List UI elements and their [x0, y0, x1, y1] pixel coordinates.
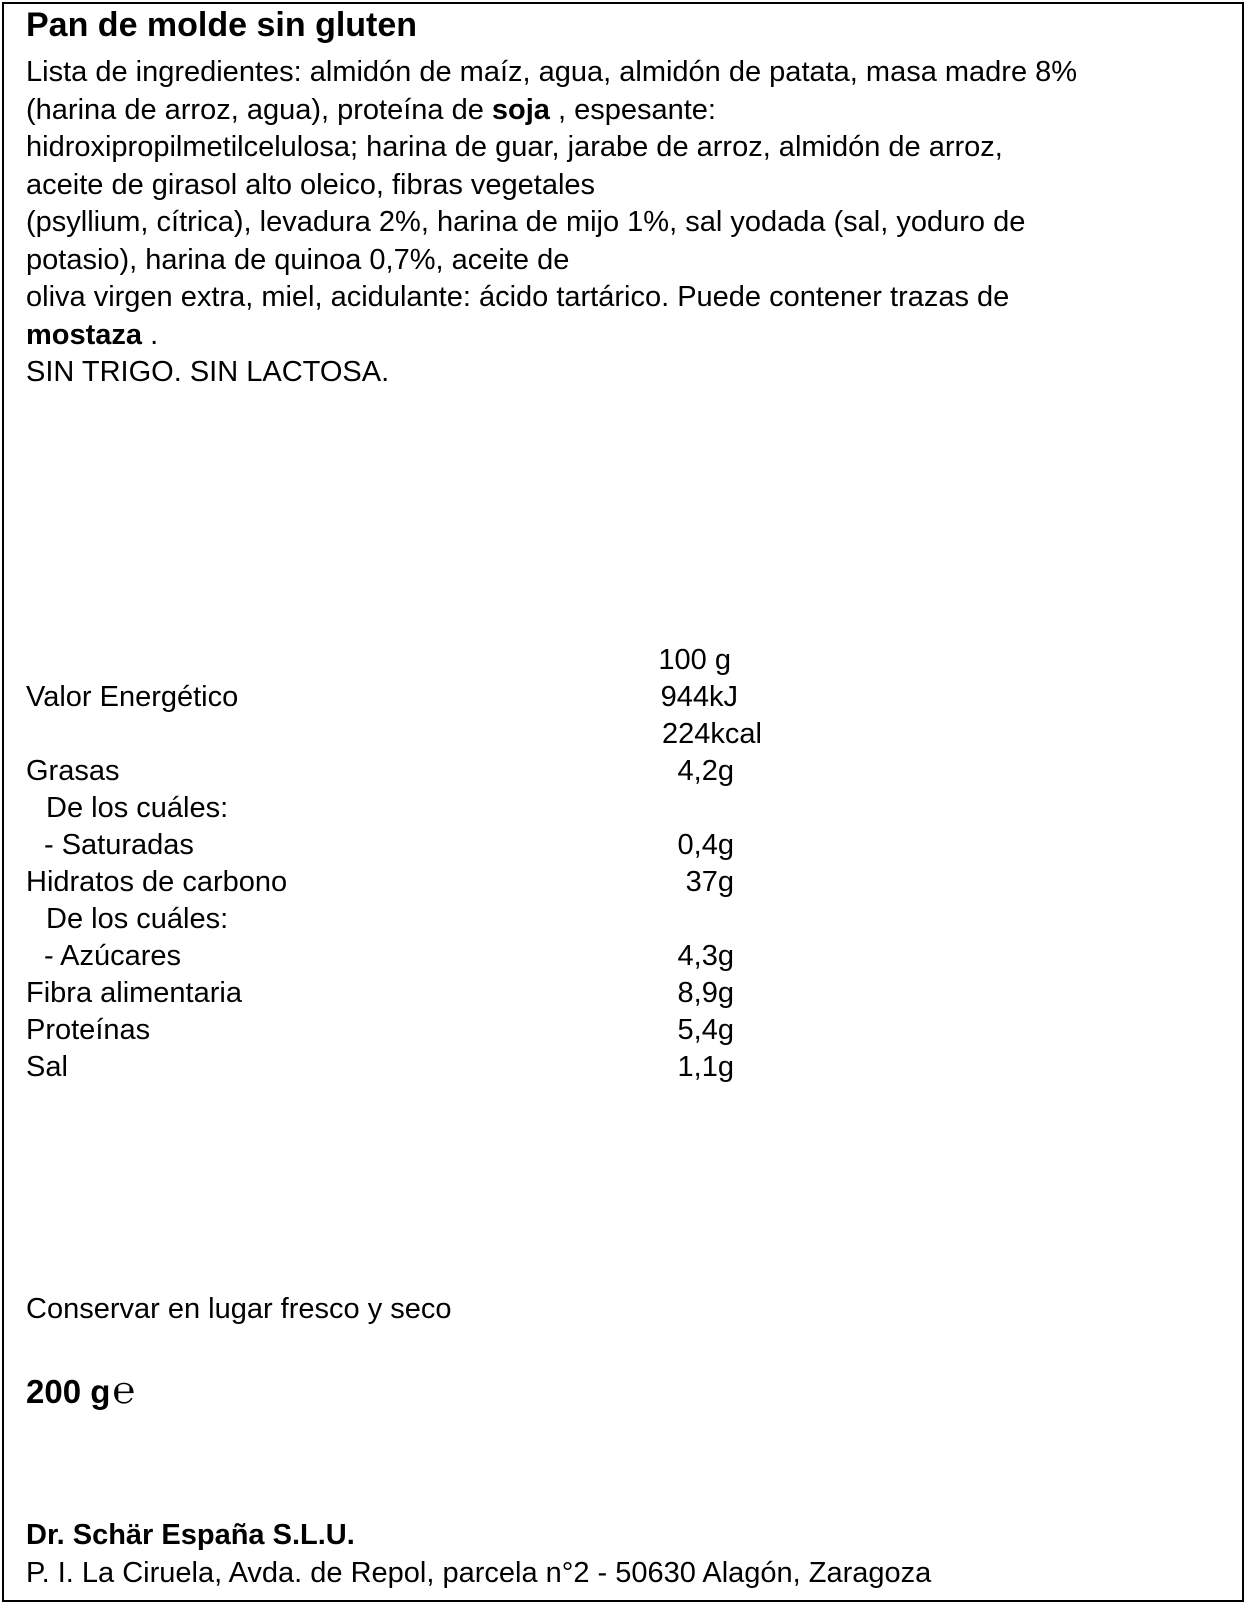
ingredients-line-6: potasio), harina de quinoa 0,7%, aceite de [26, 243, 570, 276]
estimated-sign-icon: ℮ [112, 1368, 136, 1412]
nutrition-label: Valor Energético [26, 681, 239, 713]
nutrition-value: 1,1g [677, 1051, 734, 1083]
ingredients-line-1: Lista de ingredientes: almidón de maíz, agua, almidón de patata, masa madre 8% [26, 56, 1078, 88]
nutrition-label: Hidratos de carbono [26, 866, 288, 898]
nutrition-label: Grasas [26, 755, 120, 787]
nutrition-value: 4,3g [677, 940, 734, 972]
nutrition-value: 224kcal [662, 718, 762, 750]
nutrition-label: - Saturadas [44, 829, 194, 861]
nutrition-label: Sal [26, 1051, 68, 1083]
ingredients-line-4: aceite de girasol alto oleico, fibras vegetales [26, 168, 596, 201]
allergen-free-note: SIN TRIGO. SIN LACTOSA. [26, 356, 390, 388]
company-name: Dr. Schär España S.L.U. [26, 1519, 355, 1551]
nutrition-value: 0,4g [677, 829, 734, 861]
ingredients-line-8 [26, 317, 1077, 355]
allergen-soja: soja [491, 93, 550, 126]
nutrition-header-per-100g: 100 g [658, 644, 731, 676]
nutrition-value: 5,4g [677, 1014, 734, 1046]
product-title: Pan de molde sin gluten [26, 6, 418, 44]
allergen-mostaza: mostaza [26, 318, 143, 351]
ingredients-line-7: oliva virgen extra, miel, acidulante: ácido tartárico. Puede contener trazas de [26, 281, 1010, 313]
ingredients-text: , espesante: [549, 93, 716, 126]
storage-instructions: Conservar en lugar fresco y seco [26, 1293, 452, 1325]
ingredients-text: . [142, 318, 159, 351]
ingredients-line-2 [26, 92, 1077, 130]
ingredients-line-3: hidroxipropilmetilcelulosa; harina de guar, jarabe de arroz, almidón de arroz, [26, 131, 1003, 163]
nutrition-sublabel: De los cuáles: [46, 792, 229, 824]
net-weight-value: 200 g [26, 1373, 111, 1410]
nutrition-sublabel: De los cuáles: [46, 903, 229, 935]
company-address: P. I. La Ciruela, Avda. de Repol, parcela n°2 - 50630 Alagón, Zaragoza [26, 1557, 932, 1589]
nutrition-label: - Azúcares [44, 940, 181, 972]
nutrition-label: Proteínas [26, 1014, 151, 1046]
nutrition-value: 8,9g [677, 977, 734, 1009]
ingredients-text: (harina de arroz, agua), proteína de [26, 93, 492, 126]
nutrition-value: 37g [685, 866, 734, 898]
ingredients-list [26, 54, 1077, 392]
net-weight [26, 1370, 135, 1412]
nutrition-value: 4,2g [677, 755, 734, 787]
nutrition-value: 944kJ [660, 681, 738, 713]
ingredients-line-5: (psyllium, cítrica), levadura 2%, harina de mijo 1%, sal yodada (sal, yoduro de [26, 206, 1026, 238]
nutrition-label: Fibra alimentaria [26, 977, 242, 1009]
